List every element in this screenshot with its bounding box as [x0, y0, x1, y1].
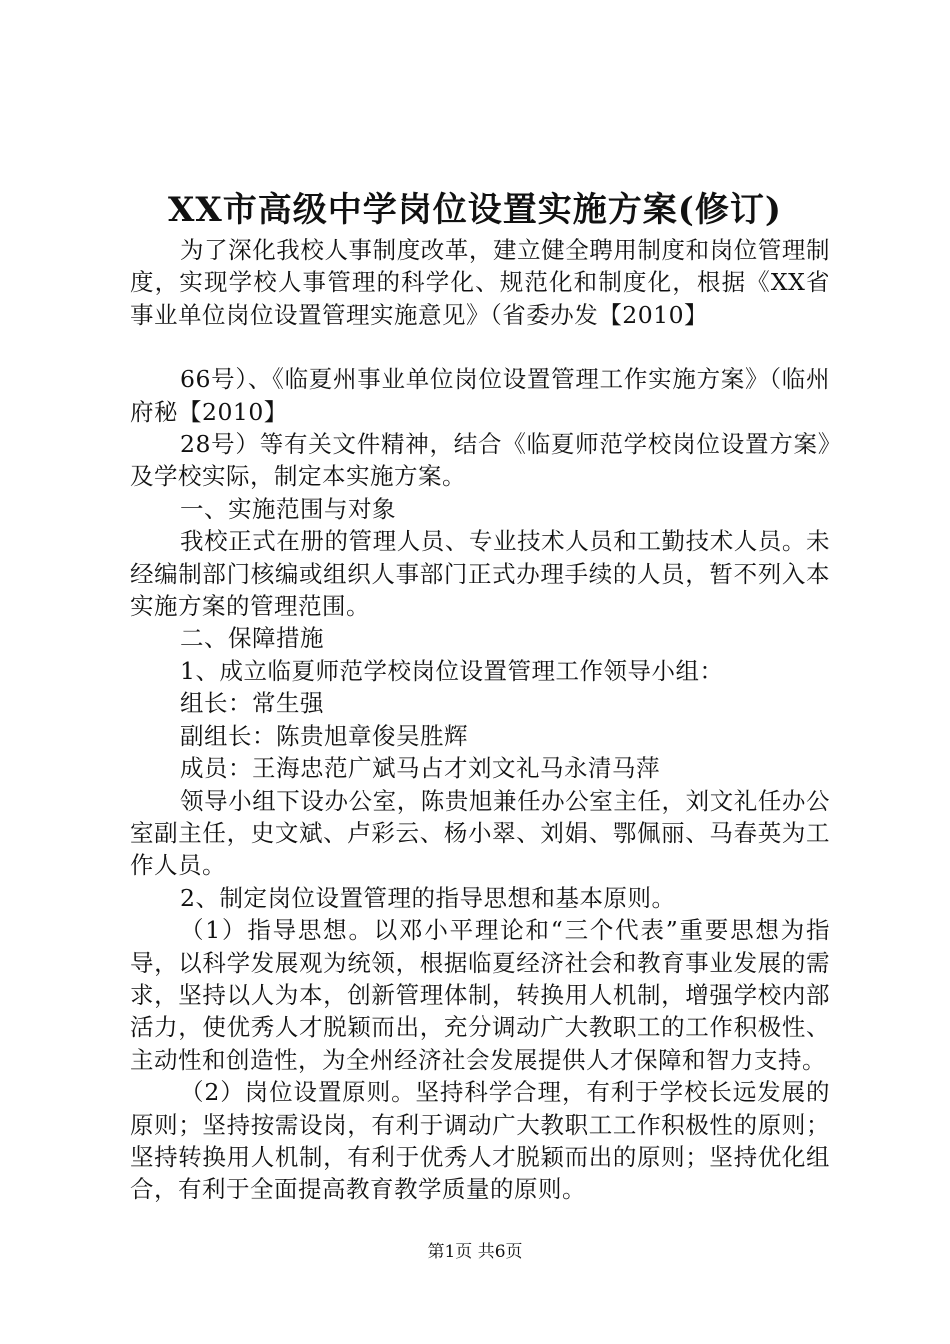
section-heading-scope: 一、实施范围与对象 — [180, 494, 396, 523]
document-title: XX市高级中学岗位设置实施方案(修订) — [168, 190, 782, 230]
paragraph-members: 成员：王海忠范广斌马占才刘文礼马永清马萍 — [180, 754, 660, 783]
paragraph-intro-continued: 66号）、《临夏州事业单位岗位设置管理工作实施方案》（临州府秘【2010】 — [130, 365, 830, 426]
paragraph-group-leader: 组长：常生强 — [180, 689, 324, 718]
paragraph-deputy-leaders: 副组长：陈贵旭章俊吴胜辉 — [180, 721, 468, 750]
paragraph-office: 领导小组下设办公室，陈贵旭兼任办公室主任，刘文礼任办公室副主任，史文斌、卢彩云、杨小翠、刘娟、鄂佩丽、马春英为工作人员。 — [130, 786, 830, 880]
paragraph-intro: 为了深化我校人事制度改革，建立健全聘用制度和岗位管理制度，实现学校人事管理的科学化、规范化和制度化，根据《XX省事业单位岗位设置管理实施意见》（省委办发【2010】 — [130, 236, 830, 329]
paragraph-setup-principles: （2）岗位设置原则。坚持科学合理，有利于学校长远发展的原则；坚持按需设岗，有利于调动广大教职工工作积极性的原则；坚持转换用人机制，有利于优秀人才脱颖而出的原则；坚持优化组合，有利于全面提高教育教学质量的原则。 — [130, 1078, 830, 1204]
section-heading-measures: 二、保障措施 — [180, 624, 324, 653]
paragraph-scope: 我校正式在册的管理人员、专业技术人员和工勤技术人员。未经编制部门核编或组织人事部门正式办理手续的人员，暂不列入本实施方案的管理范围。 — [130, 527, 830, 621]
paragraph-intro-end: 28号）等有关文件精神，结合《临夏师范学校岗位设置方案》及学校实际，制定本实施方案。 — [130, 430, 830, 491]
document-body — [130, 234, 830, 1206]
paragraph-principles-heading: 2、制定岗位设置管理的指导思想和基本原则。 — [180, 883, 676, 912]
paragraph-guiding-thought: （1）指导思想。以邓小平理论和“三个代表”重要思想为指导，以科学发展观为统领，根据临夏经济社会和教育事业发展的需求，坚持以人为本，创新管理体制，转换用人机制，增强学校内部活力，使优秀人才脱颖而出，充分调动广大教职工的工作积极性、主动性和创造性，为全州经济社会发展提供人才保障和智力支持。 — [130, 916, 830, 1074]
page-footer: 第1页 共6页 — [427, 1242, 523, 1262]
paragraph-leading-group: 1、成立临夏师范学校岗位设置管理工作领导小组： — [180, 656, 724, 685]
